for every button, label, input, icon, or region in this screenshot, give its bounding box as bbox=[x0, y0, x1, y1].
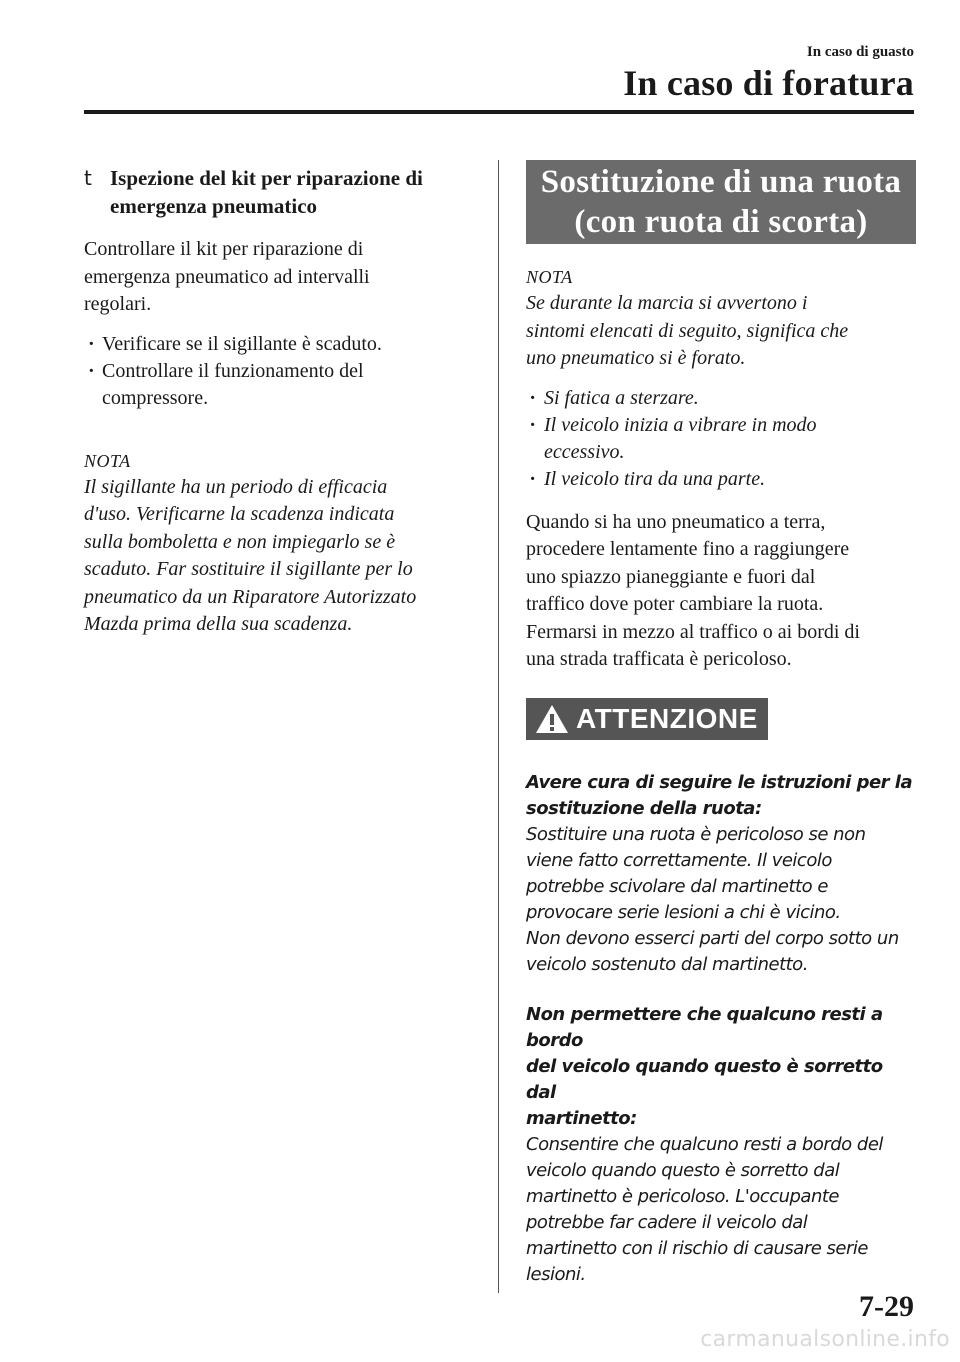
text-line: uno pneumatico si è forato. bbox=[526, 347, 746, 369]
warning-label bbox=[526, 698, 768, 740]
sub-heading-line: Ispezione del kit per riparazione di bbox=[110, 166, 423, 190]
text-line: traffico dove poter cambiare la ruota. bbox=[526, 593, 824, 615]
body-paragraph bbox=[526, 509, 916, 674]
note-label: NOTA bbox=[526, 267, 573, 287]
text-line: Il sigillante ha un periodo di efficacia bbox=[84, 475, 388, 498]
text-line: sintomi elencati di seguito, significa che bbox=[526, 319, 849, 342]
warning-title-line: del veicolo quando questo è sorretto dal bbox=[526, 1055, 883, 1103]
sub-heading bbox=[84, 164, 476, 220]
warning-triangle-icon bbox=[534, 703, 570, 735]
warning-block bbox=[526, 1002, 916, 1288]
text-line: Non devono esserci parti del corpo sotto un bbox=[526, 927, 899, 949]
watermark: carmanualsonline.info bbox=[700, 1327, 950, 1352]
running-header-title: In caso di foratura bbox=[623, 63, 914, 103]
text-line: regolari. bbox=[84, 293, 152, 315]
text-line: procedere lentamente fino a raggiungere bbox=[526, 538, 850, 560]
sub-heading-line: emergenza pneumatico bbox=[110, 194, 318, 218]
text-line: uno spiazzo pianeggiante e fuori dal bbox=[526, 565, 816, 588]
page-number: 7-29 bbox=[859, 1290, 914, 1323]
check-list bbox=[84, 331, 476, 412]
text-line: potrebbe scivolare dal martinetto e bbox=[526, 875, 828, 897]
text-line: provocare serie lesioni a chi è vicino. bbox=[526, 901, 841, 923]
text-line: compressore. bbox=[102, 386, 209, 409]
running-header-section: In caso di guasto bbox=[806, 44, 914, 60]
text-line: Se durante la marcia si avvertono i bbox=[526, 292, 808, 314]
note-block bbox=[526, 264, 916, 493]
section-title-line: Sostituzione di una ruota bbox=[540, 164, 902, 200]
text-line: · Verificare se il sigillante è scaduto. bbox=[102, 332, 382, 355]
text-line: · Controllare il funzionamento del bbox=[102, 359, 364, 382]
header-rule bbox=[84, 110, 914, 114]
symptom-list bbox=[526, 385, 916, 493]
note-block bbox=[84, 448, 476, 639]
section-title-line: (con ruota di scorta) bbox=[574, 204, 868, 240]
text-line: Sostituire una ruota è pericoloso se non bbox=[526, 823, 866, 845]
warning-title-line: Non permettere che qualcuno resti a bordo bbox=[526, 1003, 883, 1051]
list-item bbox=[526, 412, 916, 466]
warning-title-line: sostituzione della ruota: bbox=[526, 797, 762, 819]
text-line: veicolo quando questo è sorretto dal bbox=[526, 1159, 840, 1181]
bullet-marker-icon: t bbox=[84, 166, 92, 190]
text-line: viene fatto correttamente. Il veicolo bbox=[526, 849, 832, 871]
text-line: Mazda prima della sua scadenza. bbox=[84, 613, 353, 635]
list-item bbox=[526, 466, 916, 493]
text-line: emergenza pneumatico ad intervalli bbox=[84, 265, 370, 288]
text-line: Consentire che qualcuno resti a bordo del bbox=[526, 1133, 883, 1155]
column-divider bbox=[498, 160, 499, 1293]
text-line: · Si fatica a sterzare. bbox=[544, 386, 699, 409]
text-line: d'uso. Verificarne la scadenza indicata bbox=[84, 503, 395, 525]
section-title-box bbox=[526, 160, 916, 244]
warning-label-text: ATTENZIONE bbox=[576, 702, 758, 734]
text-line: Controllare il kit per riparazione di bbox=[84, 238, 364, 260]
text-line: lesioni. bbox=[526, 1263, 586, 1285]
text-line: martinetto con il rischio di causare serie bbox=[526, 1237, 868, 1259]
text-line: sulla bomboletta e non impiegarlo se è bbox=[84, 530, 396, 553]
text-line: Quando si ha uno pneumatico a terra, bbox=[526, 510, 826, 533]
left-column bbox=[84, 164, 476, 639]
text-line: martinetto è pericoloso. L'occupante bbox=[526, 1185, 839, 1207]
list-item bbox=[84, 331, 476, 358]
list-item bbox=[84, 358, 476, 412]
intro-paragraph bbox=[84, 236, 476, 319]
note-label: NOTA bbox=[84, 450, 131, 471]
text-line: pneumatico da un Riparatore Autorizzato bbox=[84, 585, 417, 608]
text-line: Fermarsi in mezzo al traffico o ai bordi di bbox=[526, 620, 860, 643]
text-line: una strada trafficata è pericoloso. bbox=[526, 648, 792, 670]
list-item bbox=[526, 385, 916, 412]
text-line: · Il veicolo inizia a vibrare in modo bbox=[544, 413, 817, 436]
warning-title-line: martinetto: bbox=[526, 1107, 637, 1129]
warning-block bbox=[526, 770, 916, 978]
text-line: scaduto. Far sostituire il sigillante per lo bbox=[84, 558, 413, 580]
text-line: potrebbe far cadere il veicolo dal bbox=[526, 1211, 808, 1233]
text-line: veicolo sostenuto dal martinetto. bbox=[526, 953, 808, 975]
text-line: · Il veicolo tira da una parte. bbox=[544, 467, 766, 490]
warning-title-line: Avere cura di seguire le istruzioni per la bbox=[526, 771, 913, 793]
right-column bbox=[526, 160, 916, 1288]
text-line: eccessivo. bbox=[544, 440, 625, 463]
